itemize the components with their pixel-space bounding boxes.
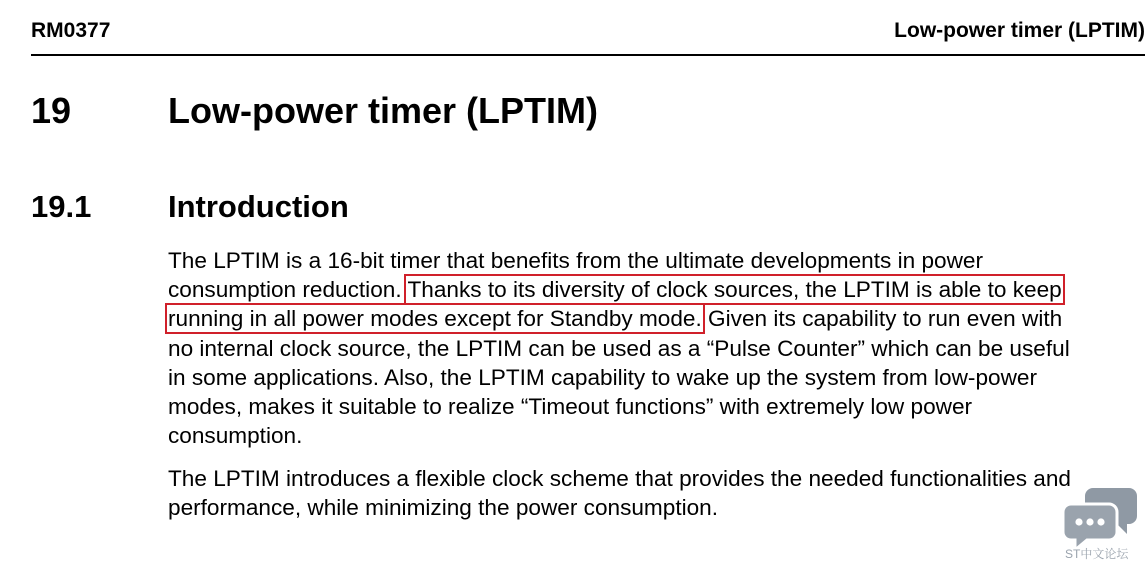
- forum-watermark: [1063, 482, 1139, 562]
- text-line: [168, 304, 1145, 333]
- intro-paragraph-2: [168, 464, 1145, 522]
- chapter-title: Low-power timer (LPTIM): [168, 90, 598, 131]
- section-title: Introduction: [168, 189, 349, 224]
- chapter-number: 19: [31, 90, 72, 131]
- intro-paragraph-1: [168, 246, 1145, 450]
- watermark-text: ST中文论坛: [1065, 547, 1129, 561]
- text-line: in some applications. Also, the LPTIM capability to wake up the system from low-power: [168, 364, 1037, 390]
- text-line: modes, makes it suitable to realize “Timeout functions” with extremely low power: [168, 394, 973, 420]
- running-header-title: Low-power timer (LPTIM): [894, 19, 1145, 42]
- text-line: [168, 275, 1145, 304]
- header-divider: [31, 54, 1145, 56]
- text-line: performance, while minimizing the power consumption.: [168, 495, 719, 521]
- text-line: no internal clock source, the LPTIM can be used as a “Pulse Counter” which can be useful: [168, 335, 1070, 361]
- section-number: 19.1: [31, 189, 92, 224]
- text-line: consumption.: [168, 423, 303, 449]
- text-segment: Given its capability to run even with: [701, 306, 1063, 332]
- document-id: RM0377: [31, 19, 111, 42]
- text-line: The LPTIM is a 16-bit timer that benefits from the ultimate developments in power: [168, 248, 983, 273]
- text-line: The LPTIM introduces a flexible clock scheme that provides the needed functionalities and: [168, 466, 1071, 491]
- text-segment: consumption reduction.: [168, 277, 408, 303]
- highlighted-text: running in all power modes except for Standby mode.: [168, 306, 702, 332]
- chat-bubbles-icon: [1063, 482, 1139, 548]
- highlighted-text: Thanks to its diversity of clock sources, the LPTIM is able to keep: [407, 277, 1062, 303]
